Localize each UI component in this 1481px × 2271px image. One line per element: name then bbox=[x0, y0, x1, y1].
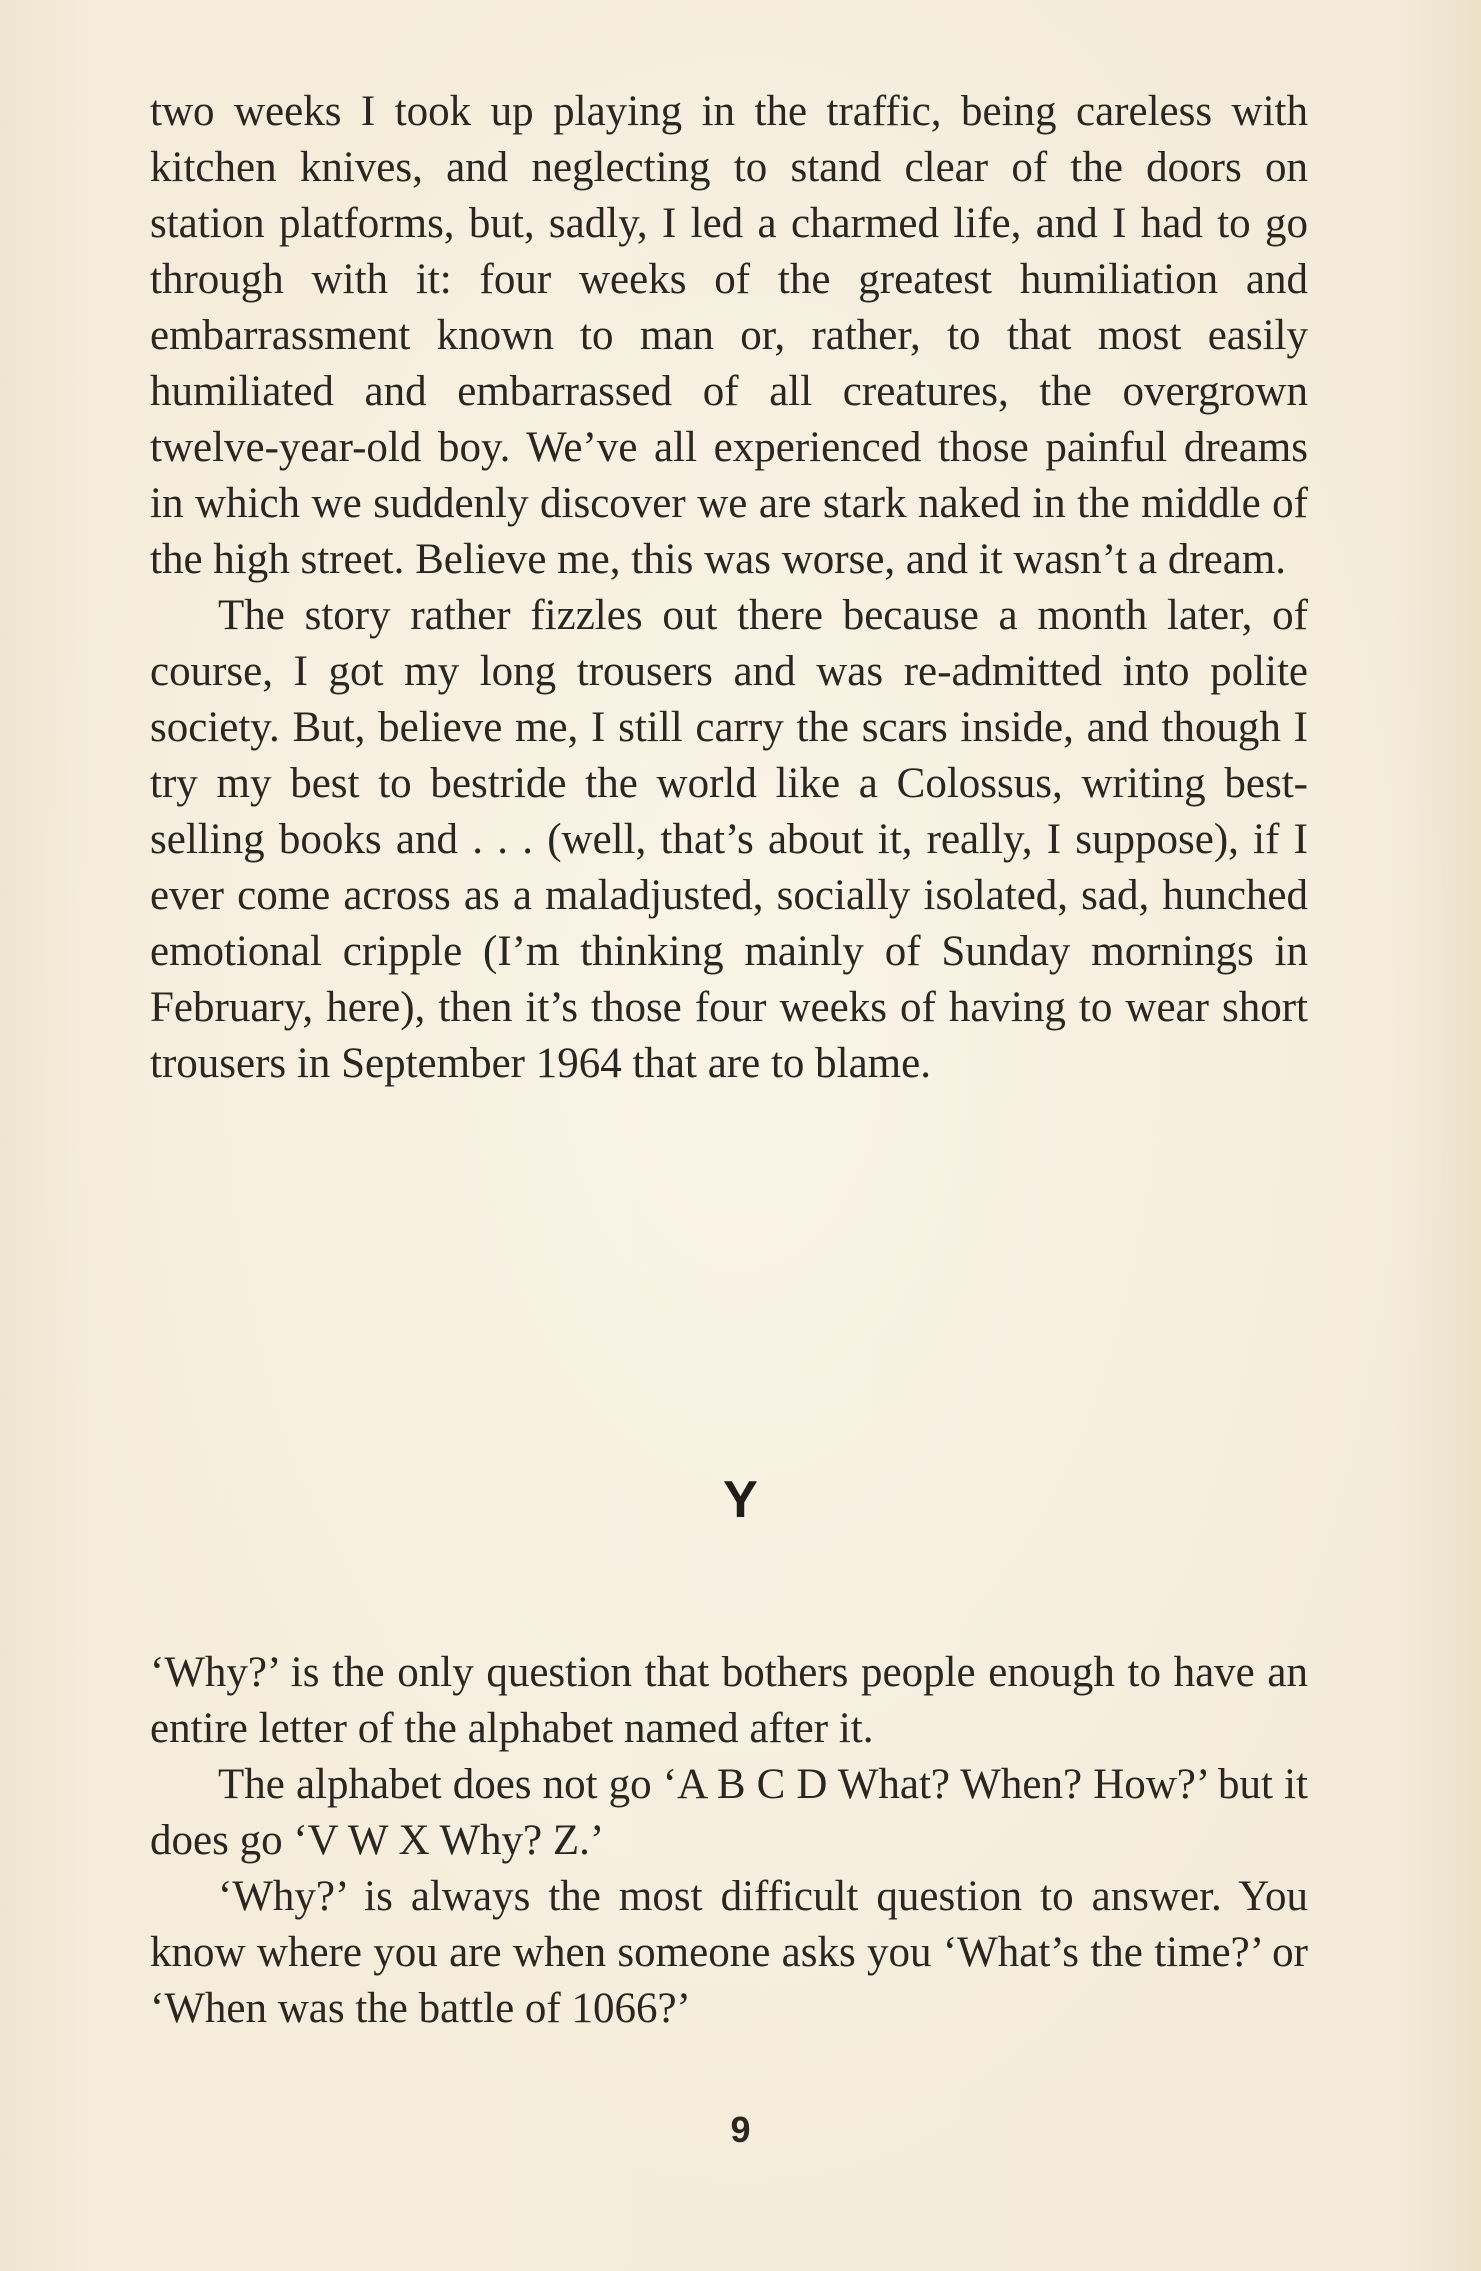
body-text-top bbox=[150, 84, 1308, 1092]
body-text-section-y bbox=[150, 1645, 1308, 2037]
paragraph-alphabet: The alphabet does not go ‘A B C D What? When? How?’ but it does go ‘V W X Why? Z.’ bbox=[150, 1761, 1308, 1864]
page-number: 9 bbox=[730, 2109, 751, 2150]
paragraph-why-question: ‘Why?’ is the only question that bothers people enough to have an entire letter of the alphabet named after it. bbox=[150, 1649, 1308, 1752]
paragraph-story-fizzles: The story rather fizzles out there because a month later, of course, I got my long trousers and was re-admitted into polite society. But, believe me, I still carry the scars inside, and though I try my best to bestride the world like a Colossus, writing best-selling books and . . . (well, that’s about it, really, I suppose), if I ever come across as a maladjusted, socially isolated, sad, hunched emotional cripple (I’m thinking mainly of Sunday mornings in February, here), then it’s those four weeks of having to wear short trousers in September 1964 that are to blame. bbox=[150, 592, 1308, 1087]
paragraph-difficult-question: ‘Why?’ is always the most difficult question to answer. You know where you are when someone asks you ‘What’s the time?’ or ‘When was the battle of 1066?’ bbox=[150, 1873, 1308, 2032]
paragraph-continuation: two weeks I took up playing in the traffic, being careless with kitchen knives, and neglecting to stand clear of the doors on station platforms, but, sadly, I led a charmed life, and I had to go through with it: four weeks of the greatest humiliation and embarrassment known to man or, rather, to that most easily humiliated and embarrassed of all creatures, the overgrown twelve-year-old boy. We’ve all experienced those painful dreams in which we suddenly discover we are stark naked in the middle of the high street. Believe me, this was worse, and it wasn’t a dream. bbox=[150, 88, 1308, 583]
section-heading-letter: Y bbox=[723, 1471, 758, 1529]
